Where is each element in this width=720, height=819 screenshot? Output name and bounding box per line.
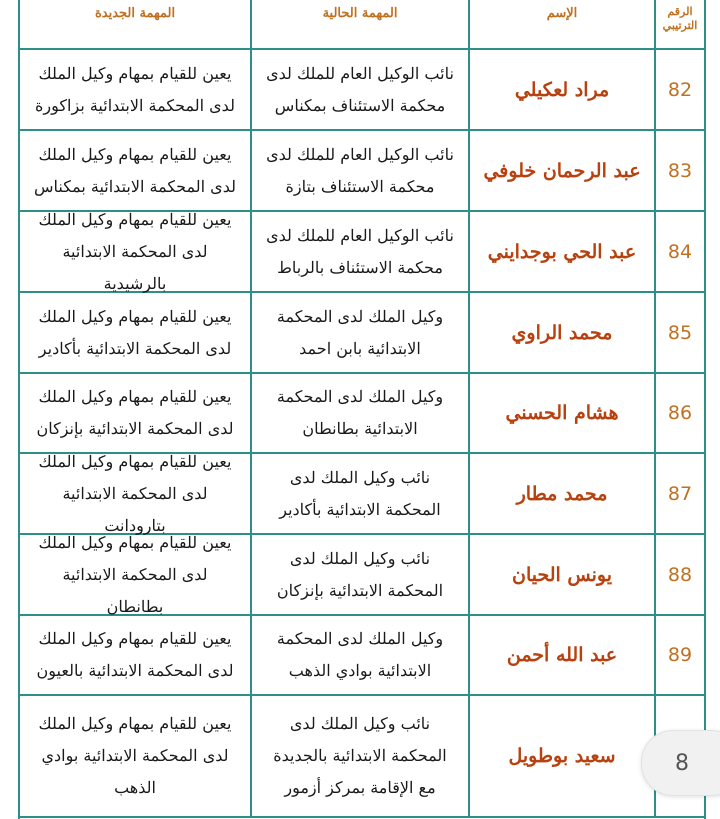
row-current-task: نائب الوكيل العام للملك لدى محكمة الاستئناف بمكناس	[250, 50, 468, 129]
row-new-task: يعين للقيام بمهام وكيل الملك لدى المحكمة الابتدائية بالرشيدية	[38, 209, 232, 293]
table-row	[20, 374, 704, 454]
row-new-task: يعين للقيام بمهام وكيل الملك لدى المحكمة الابتدائية بإنزكان	[36, 387, 234, 438]
row-current-task: نائب وكيل الملك لدى المحكمة الابتدائية بالجديدة مع الإقامة بمركز أزمور	[250, 696, 468, 816]
appointments-table	[18, 0, 706, 819]
row-new-task: يعين للقيام بمهام وكيل الملك لدى المحكمة الابتدائية بوادي الذهب	[38, 714, 232, 797]
table-header	[20, 0, 704, 50]
row-current-task: وكيل الملك لدى المحكمة الابتدائية بوادي الذهب	[250, 616, 468, 694]
row-number: 82	[654, 50, 704, 129]
row-current-task: نائب الوكيل العام للملك لدى محكمة الاستئناف بالرباط	[250, 212, 468, 291]
row-number: 84	[654, 212, 704, 291]
table-row	[20, 616, 704, 696]
row-current-task: وكيل الملك لدى المحكمة الابتدائية بطانطان	[250, 374, 468, 452]
row-current-task: وكيل الملك لدى المحكمة الابتدائية بابن احمد	[250, 293, 468, 372]
row-name: عبد الله أحمن	[468, 616, 654, 694]
table-row	[20, 209, 704, 293]
row-new-task: يعين للقيام بمهام وكيل الملك لدى المحكمة الابتدائية بالعيون	[36, 629, 234, 680]
row-number: 87	[654, 454, 704, 533]
table-row	[20, 451, 704, 535]
row-number: 85	[654, 293, 704, 372]
table-row	[20, 50, 704, 131]
row-name: محمد مطار	[468, 454, 654, 533]
row-number: 86	[654, 374, 704, 452]
row-number: 83	[654, 131, 704, 210]
row-new-task: يعين للقيام بمهام وكيل الملك لدى المحكمة الابتدائية بطانطان	[38, 532, 232, 616]
row-name: محمد الراوي	[468, 293, 654, 372]
row-current-task: نائب الوكيل العام للملك لدى محكمة الاستئناف بتازة	[250, 131, 468, 210]
header-number: الرقم الترتيبي	[654, 0, 704, 48]
row-new-task: يعين للقيام بمهام وكيل الملك لدى المحكمة الابتدائية بتارودانت	[38, 451, 232, 535]
table-row	[20, 696, 704, 818]
row-name: سعيد بوطويل	[468, 696, 654, 816]
row-number: 89	[654, 616, 704, 694]
page-number: 8	[675, 750, 689, 776]
table-row	[20, 532, 704, 616]
row-name: يونس الحيان	[468, 535, 654, 614]
row-new-task: يعين للقيام بمهام وكيل الملك لدى المحكمة الابتدائية بزاكورة	[35, 63, 235, 115]
header-new-task: المهمة الجديدة	[94, 6, 176, 21]
row-current-task: نائب وكيل الملك لدى المحكمة الابتدائية بإنزكان	[250, 535, 468, 614]
page-number-badge	[641, 730, 720, 796]
header-name: الإسم	[468, 0, 654, 48]
row-name: هشام الحسني	[468, 374, 654, 452]
header-current-task: المهمة الحالية	[250, 0, 468, 48]
row-name: عبد الحي بوجدايني	[468, 212, 654, 291]
table-row	[20, 293, 704, 374]
table-row	[20, 131, 704, 212]
row-name: عبد الرحمان خلوفي	[468, 131, 654, 210]
row-number: 88	[654, 535, 704, 614]
row-new-task: يعين للقيام بمهام وكيل الملك لدى المحكمة الابتدائية بأكادير	[38, 306, 232, 358]
row-current-task: نائب وكيل الملك لدى المحكمة الابتدائية بأكادير	[250, 454, 468, 533]
row-name: مراد لعكيلي	[468, 50, 654, 129]
row-new-task: يعين للقيام بمهام وكيل الملك لدى المحكمة الابتدائية بمكناس	[34, 144, 236, 196]
